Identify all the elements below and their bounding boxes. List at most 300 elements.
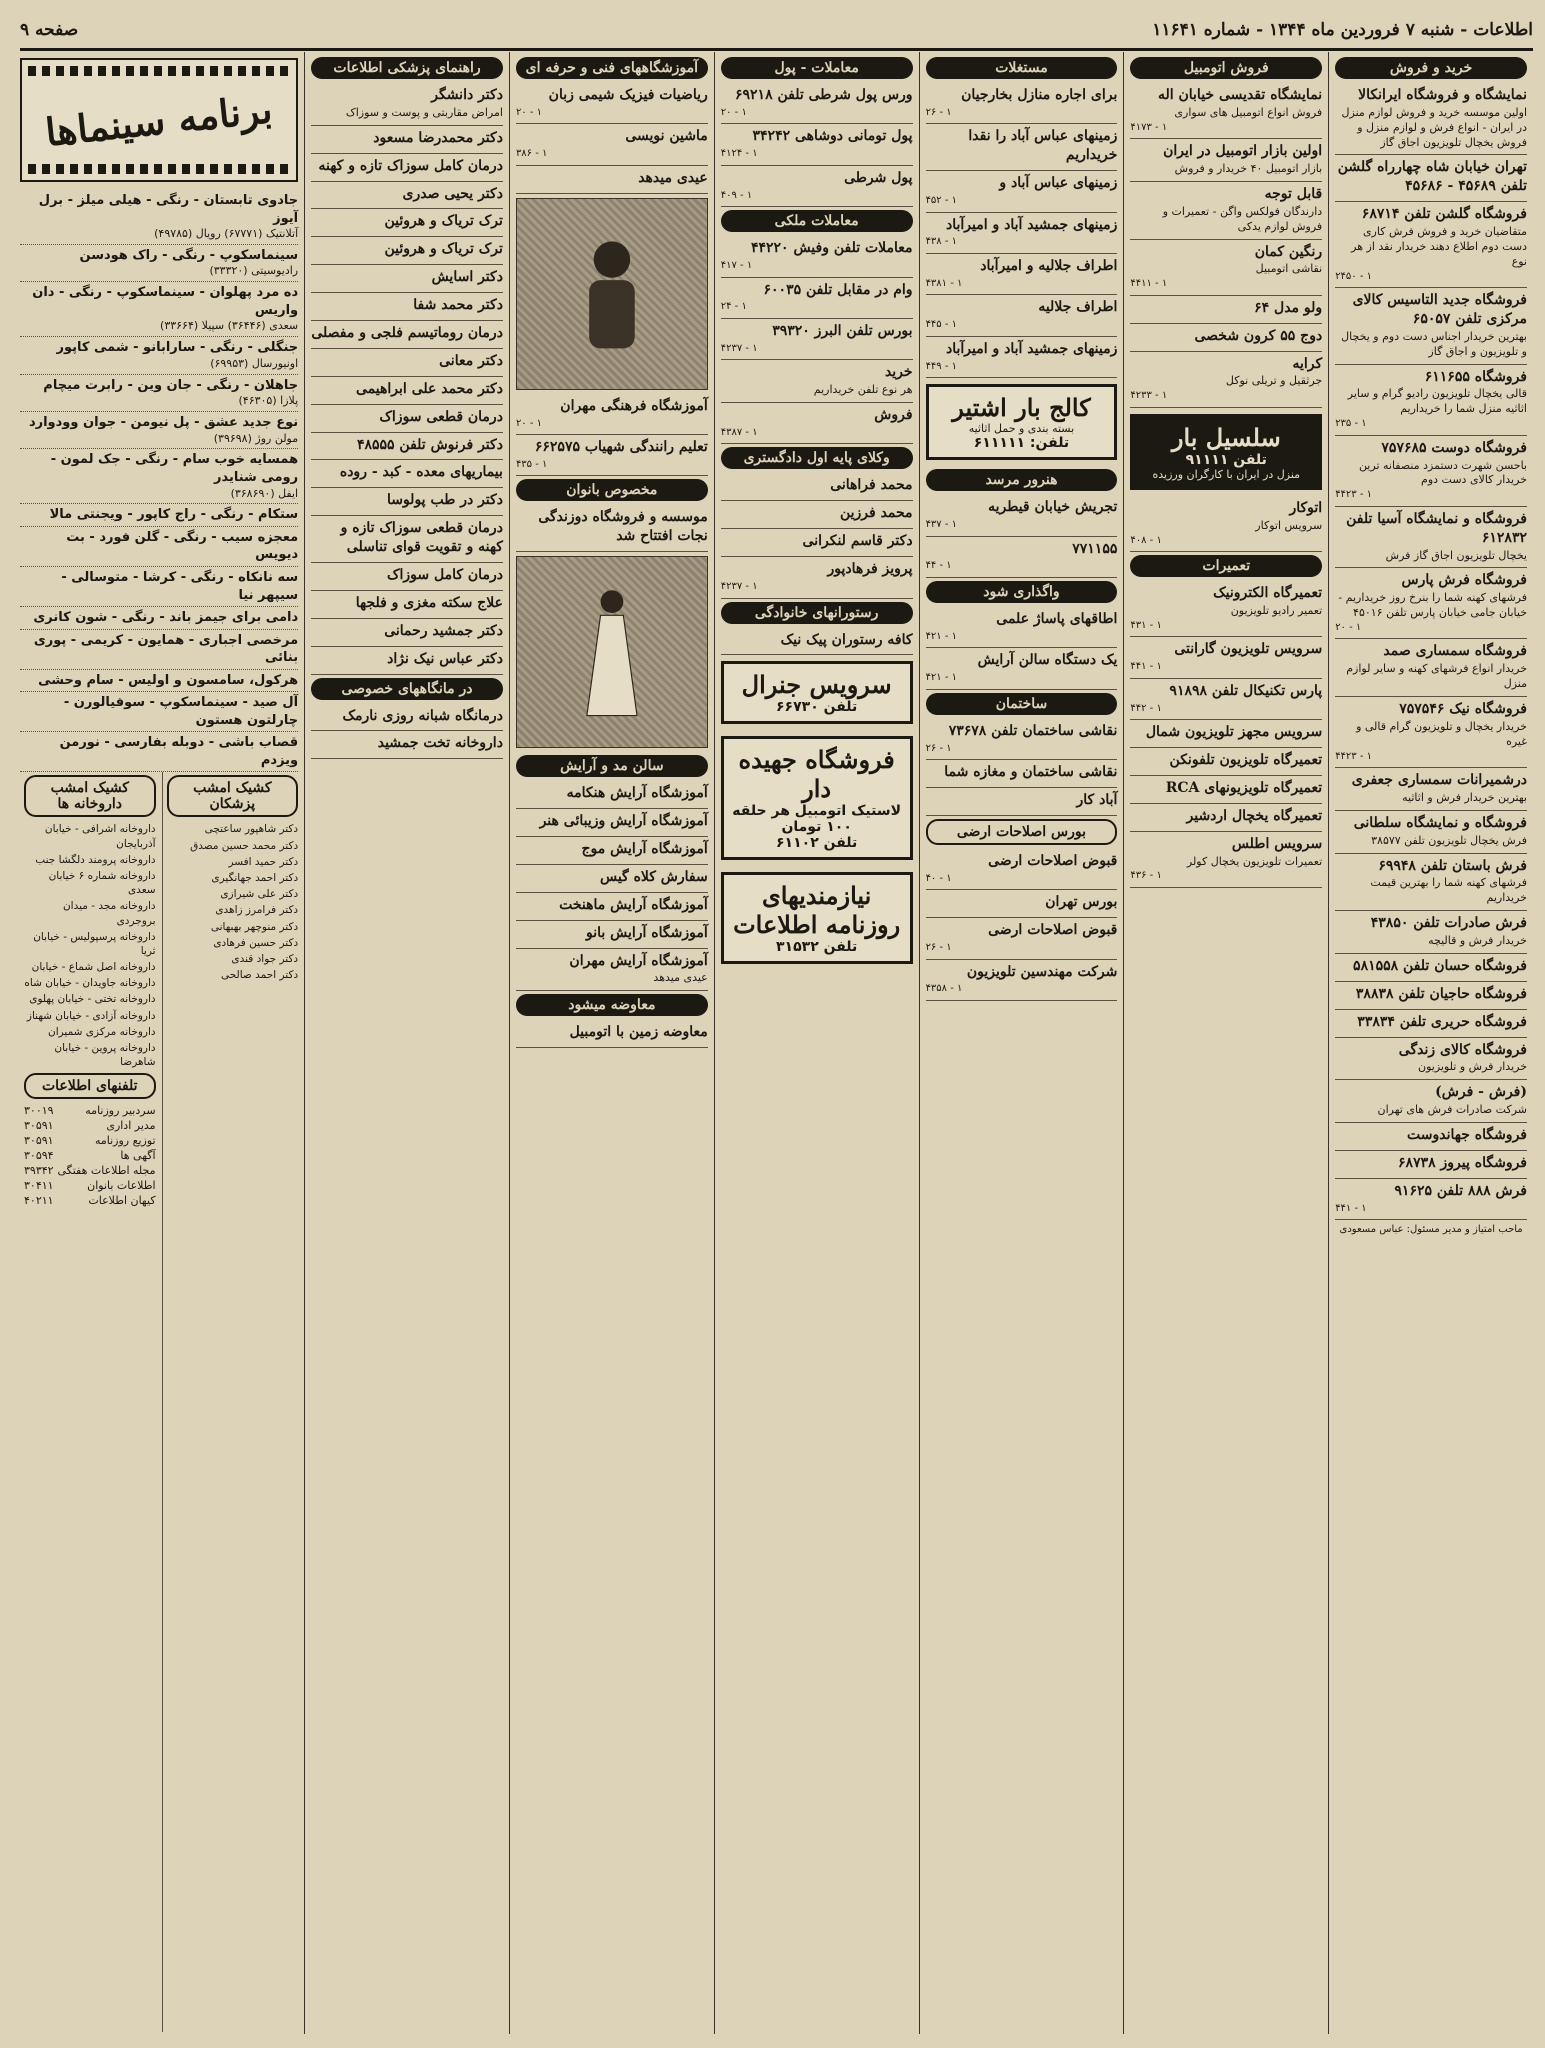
ad-code: ۲۴ - ۱ — [720, 301, 747, 313]
phone-label: کیهان اطلاعات — [88, 1194, 156, 1208]
ad-item — [1335, 768, 1527, 811]
ad-item — [926, 254, 1118, 295]
column-education — [509, 52, 714, 2034]
ad-name: زمینهای جمشید آباد و امیرآباد — [946, 340, 1118, 357]
ad-item — [721, 403, 913, 444]
film-title: ستکام - رنگی - راج کاپور - ویجنتی مالا — [49, 507, 299, 523]
ad-item — [516, 865, 708, 893]
ad-name: اطراف جلالیه و امیرآباد — [980, 257, 1118, 274]
film-entry — [20, 670, 298, 693]
pharmacy-entry: داروخانه مرکزی شمیران — [48, 1025, 156, 1038]
ad-body: فرش یخچال تلویزیون تلفن ۳۸۵۷۷ — [1371, 833, 1527, 847]
pharmacy-entry: داروخانه اصل شماع - خیابان — [31, 961, 156, 974]
ad-name: کرایه — [1292, 355, 1323, 372]
ad-body: قالی یخچال تلویزیون رادیو گرام و سایر اثاثیه منزل شما را خریداریم — [1347, 387, 1527, 416]
section-title: کشیک امشب پزشکان — [167, 775, 299, 817]
film-strip — [28, 164, 290, 174]
masthead-info: اطلاعات - شنبه ۷ فروردین ماه ۱۳۴۴ - شماره ۱۱۶۴۱ — [1152, 20, 1533, 40]
ad-item — [926, 537, 1118, 578]
pharmacy-entry: داروخانه آزادی - خیابان شهناز — [26, 1009, 156, 1022]
ad-item — [1335, 365, 1527, 436]
ad-item — [926, 849, 1118, 890]
ad-item — [311, 460, 503, 488]
ad-name: عیدی میدهد — [638, 169, 708, 186]
ad-item — [1130, 832, 1322, 888]
phone-label: سردبیر روزنامه — [85, 1104, 156, 1118]
ad-item — [311, 83, 503, 126]
ad-item — [311, 619, 503, 647]
ad-name: محمد فراهانی — [830, 477, 913, 494]
ad-name: دکتر فرنوش تلفن ۴۸۵۵۵ — [356, 436, 503, 453]
ad-name: درمان روماتیسم فلجی و مفصلی — [311, 324, 503, 341]
ad-list — [311, 704, 503, 760]
ad-name: دکتر یحیی صدری — [402, 185, 503, 202]
ad-name: آموزشگاه آرایش هنکامه — [566, 785, 708, 802]
ad-item — [311, 126, 503, 154]
film-cinemas: اونیورسال (۶۹۹۵۳) — [210, 356, 299, 370]
ad-list — [1335, 83, 1527, 1220]
ad-name: دکتر معانی — [439, 352, 503, 369]
doctor-list — [167, 821, 299, 983]
film-title: جادوی تابستان - رنگی - هیلی میلز - برل آیوز — [38, 193, 299, 226]
ad-name: فروشگاه سمساری صمد — [1383, 643, 1527, 660]
photo — [516, 556, 708, 748]
ad-name: نقاشی ساختمان تلفن ۷۳۶۷۸ — [948, 722, 1118, 739]
ad-item — [721, 83, 913, 124]
ad-name: نقاشی ساختمان و مغازه شما — [944, 764, 1118, 781]
pharmacy-entry: داروخانه پروین - خیابان شاهرضا — [54, 1041, 156, 1069]
ad-item — [721, 360, 913, 403]
ad-item — [311, 591, 503, 619]
ad-item — [926, 760, 1118, 788]
ad-name: معاوضه زمین با اتومبیل — [569, 1024, 708, 1041]
ad-item — [311, 704, 503, 732]
section-title: راهنمای پزشکی اطلاعات — [311, 57, 503, 79]
section-title: ساختمان — [926, 693, 1118, 715]
ad-item — [926, 295, 1118, 336]
ad-code: ۲۰ - ۱ — [515, 106, 543, 118]
ad-list — [1130, 581, 1322, 888]
film-entry — [20, 527, 298, 567]
ad-item — [1130, 240, 1322, 296]
pharmacy-entry: داروخانه پرسپولیس - خیابان ثریا — [33, 930, 156, 957]
ad-name: بورس تلفن البرز ۳۹۳۲۰ — [772, 322, 913, 339]
ad-list — [516, 781, 708, 991]
ad-code: ۲۴۵۰ - ۱ — [1335, 270, 1373, 282]
ad-item — [311, 563, 503, 591]
section-title: واگذاری شود — [926, 581, 1118, 603]
ad-item — [1130, 679, 1322, 720]
ad-name: فروشگاه حاجیان تلفن ۳۸۸۳۸ — [1355, 985, 1527, 1002]
film-strip — [28, 66, 290, 76]
ad-item — [1335, 854, 1527, 912]
ad-body: تعمیر رادیو تلویزیون — [1230, 603, 1323, 617]
ad-item — [926, 83, 1118, 124]
film-title: همسایه خوب سام - رنگی - جک لمون - رومی شنایدر — [50, 452, 299, 485]
ad-name: فروشگاه جهاندوست — [1407, 1127, 1527, 1144]
ad-name: دکتر اسایش — [431, 269, 503, 286]
ad-name: اتوکار — [1289, 499, 1323, 516]
ad-name: فروشگاه نیک ۷۵۷۵۴۶ — [1399, 701, 1527, 718]
doctor-entry: دکتر احمد صالحی — [220, 969, 299, 982]
ad-name: قبوض اصلاحات ارضی — [988, 852, 1118, 869]
ad-name: دکتر دانشگر — [431, 87, 503, 103]
pharmacy-entry: داروخانه مجد - میدان بروجردی — [62, 900, 156, 927]
ad-name: درمان کامل سوزاک — [386, 566, 503, 583]
section-title: معاملات - پول — [721, 57, 913, 79]
pharmacy-entry: داروخانه تختی - خیابان پهلوی — [29, 993, 156, 1006]
phone-row — [24, 1178, 156, 1193]
ad-body: بازار اتومبیل ۴۰ خریدار و فروش — [1174, 162, 1323, 176]
ad-code: ۲۶ - ۱ — [925, 942, 952, 954]
ad-name: فروشگاه گلشن تلفن ۶۸۷۱۴ — [1361, 206, 1527, 223]
box-ad-phone: تلفن ۶۶۷۳۰ — [776, 699, 858, 716]
ad-body: فرشهای کهنه شما را بنرخ روز خریداریم - خیابان جامی خیابان پارس تلفن ۴۵۰۱۶ — [1338, 591, 1527, 620]
ad-name: نمایشگاه و فروشگاه ایرانکالا — [1358, 87, 1527, 103]
ad-item — [311, 293, 503, 321]
ad-name: فرش ۸۸۸ تلفن ۹۱۶۲۵ — [1394, 1182, 1527, 1199]
ad-name: نمایشگاه تقدیسی خیابان اله — [1157, 87, 1323, 103]
box-ad-phone: تلفن ۶۱۱۰۲ — [776, 835, 858, 852]
ad-item — [311, 209, 503, 237]
ad-name: ورس پول شرطی تلفن ۶۹۲۱۸ — [735, 87, 913, 103]
ad-body: متقاضیان خرید و فروش فرش کاری دست دوم اطلاع دهند خریدار نقد از هر نوع — [1351, 225, 1527, 268]
ad-name: کافه رستوران پیک نیک — [780, 631, 913, 648]
ad-item — [1335, 911, 1527, 954]
ad-code: ۲۶ - ۱ — [925, 742, 952, 754]
columns — [14, 52, 1533, 2034]
ad-name: پول شرطی — [844, 169, 913, 186]
ad-item — [926, 960, 1118, 1001]
phone-number: ۳۰۵۹۱ — [24, 1119, 54, 1133]
ad-list — [721, 473, 913, 598]
ad-item — [1335, 507, 1527, 569]
ad-name: فرش صادرات تلفن ۴۳۸۵۰ — [1370, 915, 1527, 932]
box-ad-phone: تلفن ۳۱۵۳۲ — [776, 939, 858, 956]
ad-item — [516, 1020, 708, 1048]
ad-item — [1130, 182, 1322, 240]
film-title: هرکول، سامسون و اولیس - سام وحشی — [38, 672, 299, 688]
ad-list — [926, 607, 1118, 690]
ad-item — [1335, 568, 1527, 639]
ad-item — [1335, 1151, 1527, 1179]
ad-name: بورس تهران — [1045, 894, 1118, 911]
ad-name: فروشگاه و نمایشگاه سلطانی — [1353, 814, 1527, 831]
ad-item — [516, 124, 708, 165]
ad-code: ۲۰ - ۱ — [1335, 621, 1362, 633]
phone-number: ۳۰۵۹۴ — [24, 1149, 54, 1163]
ad-name: ترک تریاک و هروئین — [384, 241, 503, 258]
ad-item — [311, 405, 503, 433]
ad-item — [311, 731, 503, 759]
ad-item — [516, 166, 708, 194]
phone-row — [24, 1103, 156, 1118]
phone-number: ۳۰۴۱۱ — [24, 1179, 54, 1193]
film-cinemas: مولن روژ (۳۹۶۹۸) — [213, 431, 299, 445]
ad-name: فرش باستان تلفن ۶۹۹۴۸ — [1378, 857, 1527, 874]
ad-name: بیماریهای معده - کبد - روده — [339, 464, 503, 481]
ad-item — [1335, 83, 1527, 155]
ad-item — [1335, 1038, 1527, 1081]
box-ad — [926, 384, 1118, 460]
ad-item — [1335, 811, 1527, 854]
box-ad — [721, 872, 913, 964]
ad-item — [516, 949, 708, 992]
ad-list — [926, 495, 1118, 578]
ad-item — [926, 648, 1118, 689]
page-header — [20, 12, 1533, 51]
pharmacies-on-call — [20, 772, 156, 2032]
ad-list — [721, 628, 913, 656]
ad-name: آموزشگاه آرایش ماهنخت — [559, 896, 708, 913]
ad-code: ۳۸۶ - ۱ — [515, 148, 548, 160]
ad-name: تعمیرگاه الکترونیک — [1213, 585, 1323, 602]
ad-item — [1335, 1010, 1527, 1038]
ad-name: یک دستگاه سالن آرایش — [977, 652, 1118, 669]
ad-item — [926, 124, 1118, 171]
ad-name: وام در مقابل تلفن ۶۰۰۳۵ — [763, 281, 913, 298]
ad-body: باحسن شهرت دستمزد منصفانه ترین خریدار کالای دست دوم — [1358, 458, 1527, 487]
ad-body: جرثقیل و تریلی نوکل — [1225, 374, 1323, 388]
ad-name: درمان قطعی سوزاک — [379, 408, 503, 425]
section-title: معاوضه میشود — [516, 994, 708, 1016]
phone-list — [24, 1103, 156, 1208]
ad-code: ۴۳۱ - ۱ — [1130, 619, 1162, 631]
ad-name: اولین بازار اتومبیل در ایران — [1163, 143, 1323, 160]
ad-name: زمینهای عباس آباد را نقدا خریداریم — [968, 128, 1118, 164]
ad-code: ۴۳۸۱ - ۱ — [925, 277, 963, 289]
ad-code: ۴۳۷ - ۱ — [925, 519, 958, 531]
box-ad-note: لاستیک اتومبیل هر حلقه ۱۰۰ تومان — [732, 803, 902, 836]
ad-name: سرویس مجهز تلویزیون شمال — [1145, 724, 1323, 741]
ad-code: ۴۴۲ - ۱ — [1130, 702, 1162, 714]
ad-name: شرکت مهندسین تلویزیون — [966, 963, 1118, 980]
ad-body: فرشهای کهنه شما را بهترین قیمت خریداریم — [1370, 876, 1527, 905]
ad-item — [516, 921, 708, 949]
ad-item — [1335, 155, 1527, 202]
film-title: ده مرد پهلوان - سینماسکوپ - رنگی - دان واریس — [32, 285, 299, 318]
ad-name: تعمیرگاه یخچال اردشیر — [1186, 807, 1323, 824]
pharmacy-entry: داروخانه پرومند دلگشا جنب — [35, 853, 156, 866]
dress-figure-icon — [555, 571, 669, 733]
box-ad — [721, 736, 913, 860]
film-cinemas: پلازا (۴۶۳۰۵) — [238, 394, 299, 408]
section-title: بورس اصلاحات ارضی — [926, 819, 1118, 845]
ad-code: ۴۲۳۷ - ۱ — [720, 581, 758, 593]
ad-name: تهران خیابان شاه چهارراه گلشن تلفن ۴۵۶۸۹ - ۴۵۶۸۶ — [1337, 159, 1527, 195]
ad-code: ۴۳۸ - ۱ — [925, 236, 958, 248]
ad-item — [311, 321, 503, 349]
ad-name: ۷۷۱۱۵۵ — [1072, 540, 1118, 557]
ad-item — [721, 236, 913, 277]
ad-name: فروشگاه کالای زندگی — [1398, 1041, 1527, 1058]
ad-name: تعلیم رانندگی شهیاب ۶۶۲۵۷۵ — [534, 439, 708, 456]
ad-code: ۴۲۱ - ۱ — [925, 672, 958, 684]
ad-name: درمانگاه شبانه روزی نارمک — [342, 707, 503, 724]
ad-name: تعمیرگاه تلویزیون تلفونکن — [1169, 751, 1323, 768]
phone-label: توزیع روزنامه — [94, 1134, 156, 1148]
ad-list — [926, 849, 1118, 1001]
section-title: معاملات ملکی — [721, 210, 913, 232]
ad-name: خرید — [884, 364, 913, 381]
box-ad-title: کالج بار اشتیر — [952, 393, 1091, 423]
film-entry — [20, 692, 298, 732]
phone-row — [24, 1118, 156, 1133]
ad-body: خریدار فرش و قالیچه — [1428, 934, 1527, 948]
ad-code: ۴۳۵۸ - ۱ — [925, 983, 963, 995]
film-cinemas: آتلانتیک (۶۷۷۷۱) رویال (۴۹۷۸۵) — [154, 227, 299, 241]
ad-body: خریدار یخچال و تلویزیون گرام قالی و غیره — [1356, 719, 1527, 748]
ad-code: ۴۵۲ - ۱ — [925, 195, 958, 207]
box-ad — [721, 661, 913, 724]
section-title: تلفنهای اطلاعات — [24, 1073, 156, 1099]
ad-code: ۴۱۷ - ۱ — [720, 260, 753, 272]
phone-number: ۳۹۳۴۲ — [24, 1164, 54, 1178]
woman-portrait-icon — [555, 213, 669, 375]
section-title: سالن مد و آرایش — [516, 755, 708, 777]
ad-name: دکتر جمشید رحمانی — [384, 622, 503, 639]
ad-item — [721, 278, 913, 319]
ad-item — [721, 166, 913, 207]
doctors-on-call — [162, 772, 299, 2032]
phone-label: آگهی ها — [120, 1149, 156, 1163]
ad-list — [516, 394, 708, 477]
doctor-entry: دکتر حسین فرهادی — [213, 936, 299, 949]
pharmacy-entry: داروخانه جاویدان - خیابان شاه — [24, 977, 156, 990]
film-entry — [20, 449, 298, 504]
ad-code: ۴۴۵ - ۱ — [925, 319, 958, 331]
ad-name: سفارش کلاه گیس — [599, 868, 708, 885]
ad-name: فروشگاه حریری تلفن ۳۳۸۳۴ — [1357, 1013, 1527, 1030]
ad-body: یخچال تلویزیون اجاق گاز فرش — [1385, 548, 1527, 562]
ad-name: سرویس تلویزیون گارانتی — [1174, 641, 1323, 658]
ad-item — [311, 377, 503, 405]
film-title: سه نانکاه - رنگی - کرشا - متوسالی - سیپهر نیا — [61, 570, 299, 603]
ad-item — [926, 719, 1118, 760]
ad-item — [1130, 804, 1322, 832]
film-title: مرخصی اجباری - همایون - کریمی - پوری بنائی — [33, 632, 299, 666]
ad-name: آموزشگاه آرایش مهران — [569, 952, 708, 969]
ad-code: ۲۳۵ - ۱ — [1335, 418, 1367, 430]
ad-item — [1335, 1080, 1527, 1123]
photo — [516, 198, 708, 390]
section-title: وکلای پایه اول دادگستری — [721, 447, 913, 469]
film-title: آل صید - سینماسکوپ - سوفیالورن - چارلتون هستون — [63, 695, 299, 728]
ad-body: فروش انواع اتومبیل های سواری — [1174, 105, 1323, 119]
section-title: در مانگاههای خصوصی — [311, 678, 503, 700]
ad-item — [1335, 1179, 1527, 1220]
ad-code: ۴۴۱ - ۱ — [1130, 661, 1162, 673]
box-ad — [1130, 414, 1322, 490]
ad-name: درمان کامل سوزاک تازه و کهنه — [318, 157, 503, 174]
ad-name: تجریش خیابان قیطریه — [988, 499, 1118, 516]
ad-list — [1130, 83, 1322, 408]
ad-item — [516, 83, 708, 124]
ad-item — [311, 182, 503, 210]
ad-body: سرویس اتوکار — [1255, 518, 1323, 532]
ad-name: معاملات تلفن وفیش ۴۴۲۲۰ — [750, 240, 913, 257]
ad-code: ۴۴۲۳ - ۱ — [1335, 750, 1373, 762]
ad-body: شرکت صادرات فرش های تهران — [1377, 1103, 1527, 1117]
ad-item — [1130, 496, 1322, 552]
section-title: خرید و فروش — [1335, 57, 1527, 79]
ad-item — [311, 488, 503, 516]
doctor-entry: دکتر محمد حسین مصدق — [190, 839, 299, 852]
section-title: هنرور مرسد — [926, 469, 1118, 491]
ad-name: رنگین کمان — [1254, 243, 1323, 260]
ad-code: ۲۰ - ۱ — [720, 106, 747, 118]
ad-code: ۴۱۲۴ - ۱ — [720, 148, 758, 160]
phone-number: ۳۰۵۹۱ — [24, 1134, 54, 1148]
ad-code: ۴۳۵ - ۱ — [515, 458, 548, 470]
ad-code: ۴۰۹ - ۱ — [720, 189, 753, 201]
ad-item — [721, 473, 913, 501]
ad-code: ۴۴۹ - ۱ — [925, 360, 958, 372]
ad-code: ۴۴۱ - ۱ — [1335, 1202, 1367, 1214]
film-entry — [20, 375, 298, 412]
film-entry — [20, 504, 298, 527]
ad-name: پول تومانی دوشاهی ۳۴۲۴۲ — [752, 128, 913, 145]
doctor-entry: دکتر منوچهر بهبهانی — [210, 920, 299, 933]
ad-item — [1130, 296, 1322, 324]
cinema-banner — [20, 58, 298, 182]
ad-code: ۲۶ - ۱ — [925, 106, 952, 118]
ad-item — [516, 435, 708, 476]
section-title: تعمیرات — [1130, 555, 1322, 577]
ad-item — [926, 337, 1118, 378]
ad-code: ۴۴۲۳ - ۱ — [1335, 489, 1373, 501]
ad-body: خریدار انواع فرشهای کهنه و سایر لوازم منزل — [1346, 662, 1527, 691]
ad-name: ریاضیات فیزیک شیمی زبان — [548, 87, 708, 103]
ad-list — [516, 1020, 708, 1048]
ad-item — [1130, 776, 1322, 804]
ad-name: برای اجاره منازل بخارجیان — [961, 87, 1118, 103]
film-cinemas: رادیوسیتی (۳۳۳۲۰) — [209, 264, 299, 278]
ad-name: دکتر محمد شفا — [413, 297, 503, 314]
film-entry — [20, 190, 298, 245]
pharmacy-list — [24, 821, 156, 1070]
ad-item — [311, 433, 503, 461]
ad-item — [721, 124, 913, 165]
ad-name: تعمیرگاه تلویزیونهای RCA — [1165, 779, 1323, 796]
ad-item — [516, 394, 708, 435]
column-car-sales — [1123, 52, 1328, 2034]
ad-item — [926, 788, 1118, 816]
ad-name: دکتر محمدرضا مسعود — [373, 129, 503, 146]
film-title: قصاب باشی - دوبله بفارسی - نورمن ویزدم — [59, 735, 299, 768]
ad-name: اطراف جلالیه — [1038, 299, 1118, 316]
phone-number: ۴۰۲۱۱ — [24, 1194, 54, 1208]
phone-label: مدیر اداری — [106, 1119, 156, 1133]
ad-name: دکتر در طب پولوسا — [386, 492, 503, 509]
section-title: فروش اتومبیل — [1130, 57, 1322, 79]
page-number: صفحه ۹ — [20, 20, 79, 40]
ad-name: فروش — [874, 407, 913, 424]
ad-item — [926, 495, 1118, 536]
ad-item — [1335, 697, 1527, 768]
box-ad-title: سلسیل بار — [1171, 422, 1281, 452]
ad-list — [721, 83, 913, 207]
ad-name: داروخانه تخت جمشید — [377, 735, 503, 752]
ad-name: دکتر عباس نیک نژاد — [387, 650, 503, 667]
ad-name: آموزشگاه آرایش وزیبائی هنر — [539, 813, 708, 830]
ad-name: پرویز فرهادپور — [827, 561, 913, 578]
ad-name: زمینهای عباس آباد و — [999, 175, 1118, 192]
ad-item — [516, 809, 708, 837]
film-title: دامی برای جیمز باند - رنگی - شون کانری — [33, 610, 299, 626]
doctor-entry: دکتر فرامرز زاهدی — [215, 904, 299, 917]
box-ad-title: فروشگاه جهیده دار — [738, 745, 895, 804]
